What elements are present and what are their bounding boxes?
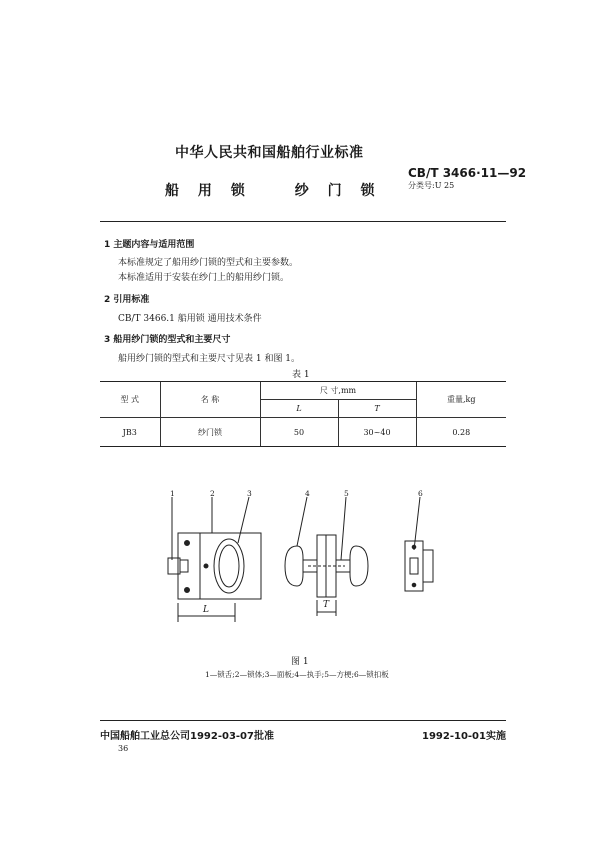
figure-label-1: 1	[170, 489, 175, 498]
dimension-L-label: L	[203, 605, 209, 615]
standard-header-title: 中华人民共和国船舶行业标准	[175, 145, 364, 161]
figure-label-3: 3	[247, 489, 252, 498]
cell-L: 50	[260, 418, 338, 447]
figure-label-6: 6	[418, 489, 423, 498]
section-3-heading: 3 船用纱门锁的型式和主要尺寸	[104, 335, 231, 345]
dimension-T-label: T	[323, 600, 330, 610]
header-size: 尺 寸,mm	[260, 382, 416, 400]
figure-legend: 1—锁舌;2—锁体;3—面板;4—执手;5—方梗;6—锁扣板	[205, 670, 389, 679]
classification-number: 分类号:U 25	[408, 181, 455, 190]
cell-T: 30~40	[338, 418, 416, 447]
footer-rule	[100, 720, 506, 721]
standard-number: CB/T 3466·11—92	[408, 166, 527, 180]
document-title-part2: 纱 门 锁	[294, 183, 381, 199]
section-2-heading: 2 引用标准	[104, 295, 150, 305]
figure-label-5: 5	[344, 489, 349, 498]
header-type: 型 式	[100, 382, 160, 418]
figure-label-4: 4	[305, 489, 310, 498]
implementation-date: 1992-10-01实施	[422, 731, 506, 742]
page-number: 36	[118, 744, 129, 753]
header-T: T	[338, 400, 416, 418]
figure-label-2: 2	[210, 489, 215, 498]
approval-date: 中国船舶工业总公司1992-03-07批准	[100, 731, 274, 742]
cell-weight: 0.28	[416, 418, 506, 447]
cell-type: JB3	[100, 418, 160, 447]
cell-name: 纱门锁	[160, 418, 260, 447]
section-3-paragraph-1: 船用纱门锁的型式和主要尺寸见表 1 和图 1。	[118, 354, 301, 364]
knob-left	[285, 546, 303, 586]
section-1-paragraph-2: 本标准适用于安装在纱门上的船用纱门锁。	[118, 273, 290, 283]
section-2-paragraph-1: CB/T 3466.1 船用锁 通用技术条件	[118, 314, 262, 324]
knob-right	[350, 546, 368, 586]
table-caption: 表 1	[292, 370, 310, 380]
header-L: L	[260, 400, 338, 418]
document-title-part1: 船 用 锁	[165, 183, 251, 199]
header-weight: 重量,kg	[416, 382, 506, 418]
header-name: 名 称	[160, 382, 260, 418]
figure-caption: 图 1	[291, 657, 309, 667]
section-1-heading: 1 主题内容与适用范围	[104, 240, 195, 250]
section-1-paragraph-1: 本标准规定了船用纱门锁的型式和主要参数。	[118, 258, 299, 268]
